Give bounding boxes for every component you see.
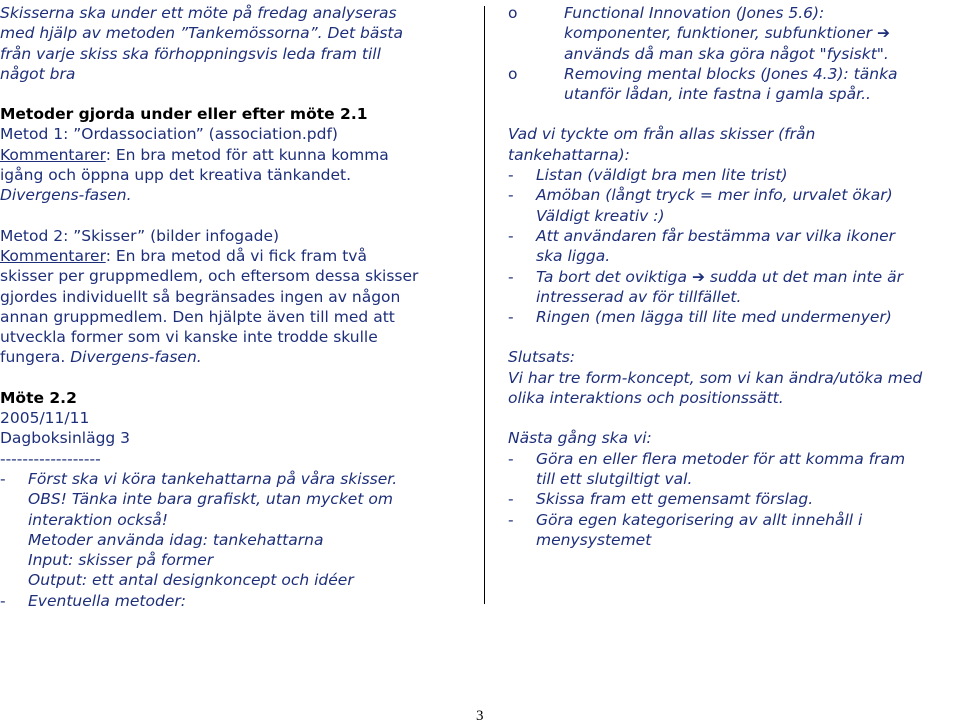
intro-line: med hjälp av metoden ”Tankemössorna”. Det bästa (0, 24, 403, 43)
list-item (508, 267, 960, 308)
method1-comment-line: igång och öppna upp det kreativa tänkandet. (0, 166, 352, 185)
method-list-line-with-arrow (564, 23, 960, 43)
list-item-line: Väldigt kreativ :) (536, 206, 665, 225)
dash-bullet: - (508, 267, 514, 286)
list-item-line: Amöban (långt tryck = mer info, urvalet ökar) (536, 186, 893, 205)
dash-bullet: - (508, 186, 514, 205)
method1-phase: Divergens-fasen. (0, 186, 132, 205)
circle-bullet: o (508, 4, 518, 22)
method2-comment-label: Kommentarer (0, 246, 106, 265)
method2-comment-line: fungera. (0, 348, 66, 367)
next-steps-label: Nästa gång ska vi: (508, 429, 652, 448)
list-item-line: Eventuella metoder: (28, 591, 186, 610)
methods-heading: Metoder gjorda under eller efter möte 2.1 (0, 105, 368, 124)
conclusion-line: Vi har tre form-koncept, som vi kan ändra/utöka med (508, 368, 923, 387)
page-number: 3 (476, 708, 484, 724)
method1-title: Metod 1: ”Ordassociation” (association.pdf) (0, 125, 338, 144)
list-item-line: Skissa fram ett gemensamt förslag. (536, 490, 814, 509)
list-item (0, 469, 470, 489)
list-item-line: interaktion också! (28, 510, 168, 529)
dash-bullet: - (508, 166, 514, 185)
method-list-item (484, 64, 960, 105)
method-list-line: Functional Innovation (Jones 5.6): (564, 4, 825, 22)
method2-comment-line: annan gruppmedlem. Den hjälpte även till med att (0, 307, 395, 326)
arrow-right-icon: ➔ (691, 267, 705, 286)
list-item (0, 530, 470, 550)
intro-line: Skisserna ska under ett möte på fredag analyseras (0, 4, 397, 22)
method2-comment-line: gjordes individuellt så begränsades ingen av någon (0, 287, 401, 306)
list-item-line: Listan (väldigt bra men lite trist) (536, 166, 788, 185)
meeting-heading: Möte 2.2 (0, 388, 77, 407)
list-item (508, 489, 960, 509)
dash-bullet: - (508, 490, 514, 509)
separator-line: ------------------ (0, 449, 101, 468)
list-item-line: intresserad av för tillfället. (536, 287, 742, 306)
list-item (508, 226, 960, 267)
method1-comment-line: : En bra metod för att kunna komma (105, 145, 389, 164)
sketch-heading: tankehattarna): (508, 145, 630, 164)
right-column (508, 0, 960, 550)
list-item (508, 307, 960, 327)
list-item-line: Input: skisser på former (28, 551, 214, 570)
method-list-line: komponenter, funktioner, subfunktioner (564, 24, 873, 43)
list-item-line: Göra en eller flera metoder för att komma fram (536, 449, 906, 468)
list-item (508, 165, 960, 185)
list-item-line-with-arrow (536, 267, 960, 287)
method1-comment-label: Kommentarer (0, 145, 106, 164)
meeting-date: 2005/11/11 (0, 409, 90, 428)
list-item-line: Att användaren får bestämma var vilka ikoner (536, 226, 896, 245)
method2-comment-line: skisser per gruppmedlem, och eftersom dessa skisser (0, 267, 419, 286)
dash-bullet: - (0, 469, 6, 488)
method1-comment (0, 145, 470, 165)
list-item-line: OBS! Tänka inte bara grafiskt, utan mycket om (28, 490, 393, 509)
list-item-line: Göra egen kategorisering av allt innehåll i (536, 510, 863, 529)
method2-comment-last (0, 347, 470, 367)
list-item-text: sudda ut det man inte är (704, 267, 903, 286)
list-item (0, 570, 470, 590)
left-column (0, 0, 470, 611)
list-item-line: Output: ett antal designkoncept och idéer (28, 571, 354, 590)
dash-bullet: - (508, 226, 514, 245)
list-item (508, 185, 960, 226)
intro-line: något bra (0, 64, 76, 83)
method-list-item (484, 3, 960, 64)
list-item-line: Ringen (men lägga till lite med undermenyer) (536, 308, 892, 327)
intro-line: från varje skiss ska förhoppningsvis leda fram till (0, 44, 381, 63)
list-item (0, 591, 470, 611)
sketch-heading: Vad vi tyckte om från allas skisser (från (508, 125, 816, 144)
conclusion-line: olika interaktions och positionssätt. (508, 389, 784, 408)
method-list-line: Removing mental blocks (Jones 4.3): tänka (564, 64, 898, 83)
list-item (0, 550, 470, 570)
conclusion-label: Slutsats: (508, 348, 575, 367)
method2-comment-line: utveckla former som vi kanske inte trodde skulle (0, 328, 378, 347)
list-item-line: Metoder använda idag: tankehattarna (28, 530, 324, 549)
list-item-line: menysystemet (536, 530, 652, 549)
method2-comment (0, 246, 470, 266)
list-item-line: ska ligga. (536, 247, 611, 266)
dash-bullet: - (508, 510, 514, 529)
method2-comment-line: : En bra metod då vi fick fram två (105, 246, 367, 265)
dash-bullet: - (0, 591, 6, 610)
dash-bullet: - (508, 308, 514, 327)
method-list-line: används då man ska göra något "fysiskt". (564, 44, 889, 63)
list-item (508, 449, 960, 490)
dash-bullet: - (508, 449, 514, 468)
method-list-line: utanför lådan, inte fastna i gamla spår.. (564, 85, 871, 104)
circle-bullet: o (508, 64, 518, 83)
method2-title: Metod 2: ”Skisser” (bilder infogade) (0, 226, 280, 245)
arrow-right-icon: ➔ (876, 24, 890, 43)
list-item (0, 489, 470, 530)
list-item-line: Först ska vi köra tankehattarna på våra skisser. (28, 469, 398, 488)
method2-phase: Divergens-fasen. (65, 348, 202, 367)
list-item (508, 510, 960, 551)
list-item-text: Ta bort det oviktiga (536, 267, 692, 286)
list-item-line: till ett slutgiltigt val. (536, 469, 693, 488)
diary-entry-label: Dagboksinlägg 3 (0, 429, 131, 448)
